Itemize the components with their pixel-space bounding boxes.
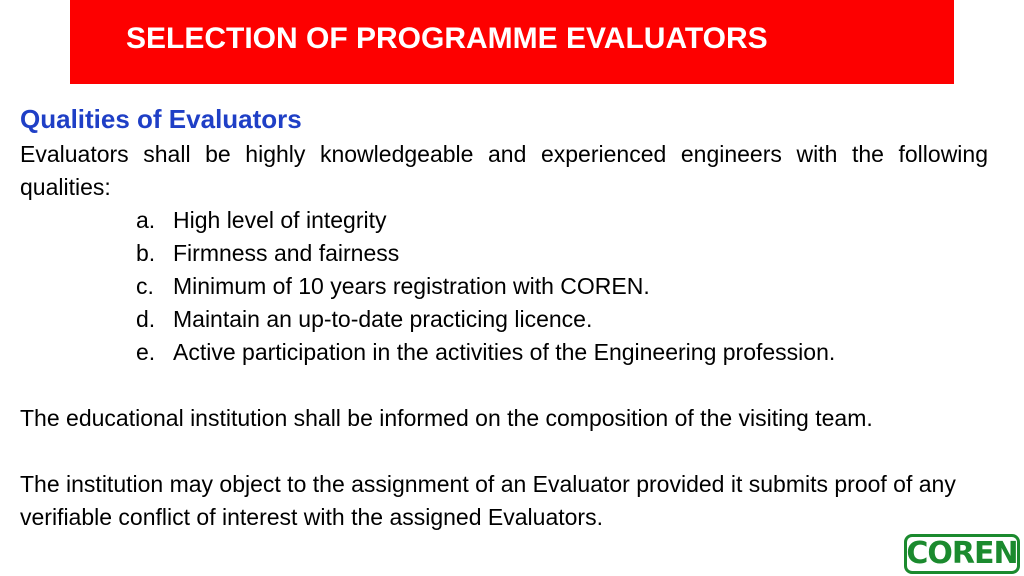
list-item	[20, 303, 988, 336]
coren-logo	[904, 534, 1020, 574]
spacer	[20, 435, 988, 468]
list-item-text: Minimum of 10 years registration with COREN.	[173, 273, 650, 299]
title-banner	[70, 0, 954, 84]
logo-text: COREN	[906, 536, 1018, 571]
qualities-list	[20, 204, 988, 369]
intro-text: Evaluators shall be highly knowledgeable and experienced engineers with the following qualities:	[20, 141, 988, 200]
list-item-text: Maintain an up-to-date practicing licence.	[173, 306, 593, 332]
list-item	[20, 237, 988, 270]
list-item	[20, 336, 988, 369]
section-heading: Qualities of Evaluators	[20, 104, 302, 134]
list-marker: a.	[136, 207, 156, 233]
list-marker: c.	[136, 273, 154, 299]
list-item-text: Firmness and fairness	[173, 240, 400, 266]
list-marker: d.	[136, 306, 156, 332]
paragraph-objection: The institution may object to the assignment of an Evaluator provided it submits proof of any verifiable conflict of interest with the assigned Evaluators.	[20, 471, 956, 530]
spacer	[20, 369, 988, 402]
list-marker: b.	[136, 240, 156, 266]
slide-content	[20, 100, 988, 534]
list-item	[20, 204, 988, 237]
slide-title: SELECTION OF PROGRAMME EVALUATORS	[126, 22, 768, 55]
list-item	[20, 270, 988, 303]
list-marker: e.	[136, 339, 156, 365]
list-item-text: Active participation in the activities of the Engineering profession.	[173, 339, 836, 365]
list-item-text: High level of integrity	[173, 207, 387, 233]
paragraph-composition: The educational institution shall be informed on the composition of the visiting team.	[20, 405, 873, 431]
